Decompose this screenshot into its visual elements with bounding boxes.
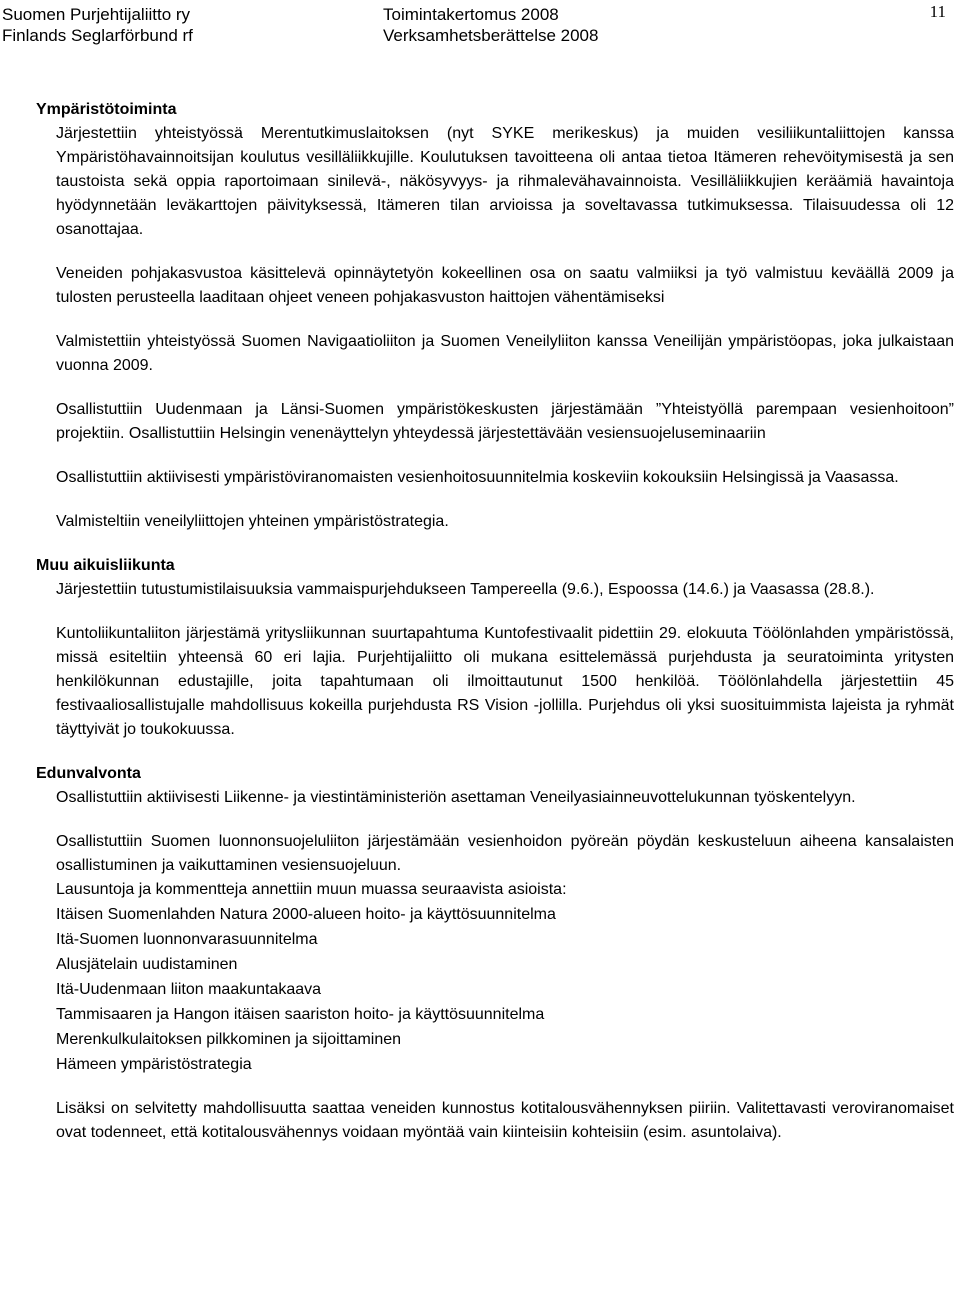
- paragraph: Valmisteltiin veneilyliittojen yhteinen ympäristöstrategia.: [56, 513, 449, 530]
- paragraph: Osallistuttiin Uudenmaan ja Länsi-Suomen ympäristökeskusten järjestämään ”Yhteistyöllä parempaan vesienhoitoon” projektiin. Osallistuttiin Helsingin venenäyttelyn yhteydessä järjestettävään vesiensuojeluseminaariin: [56, 401, 954, 442]
- paragraph: Osallistuttiin aktiivisesti ympäristöviranomaisten vesienhoitosuunnitelmia koskeviin kokouksiin Helsingissä ja Vaasassa.: [56, 469, 899, 486]
- paragraph: Osallistuttiin Suomen luonnonsuojeluliiton järjestämään vesienhoidon pyöreän pöydän keskusteluun aiheena kansalaisten osallistuminen ja vaikuttaminen vesiensuojeluun.: [56, 833, 954, 874]
- paragraph: Järjestettiin tutustumistilaisuuksia vammaispurjehdukseen Tampereella (9.6.), Espoossa (14.6.) ja Vaasassa (28.8.).: [56, 581, 875, 598]
- list-item: Alusjätelain uudistaminen: [56, 956, 238, 973]
- paragraph: Veneiden pohjakasvustoa käsittelevä opinnäytetyön kokeellinen osa on saatu valmiiksi ja työ valmistuu keväällä 2009 ja tulosten perusteella laaditaan ohjeet veneen pohjakasvuston haittojen vähentämiseksi: [56, 265, 954, 306]
- org-name-fi: Suomen Purjehtijaliitto ry: [2, 5, 191, 24]
- document-body: [36, 98, 954, 1145]
- list-intro: Lausuntoja ja kommentteja annettiin muun muassa seuraavista asioista:: [56, 881, 567, 898]
- list-item: Itäisen Suomenlahden Natura 2000-alueen hoito- ja käyttösuunnitelma: [56, 906, 556, 923]
- section-environment: [36, 98, 954, 534]
- list-item: Hämeen ympäristöstrategia: [56, 1056, 252, 1073]
- section-title: Muu aikuisliikunta: [36, 557, 175, 574]
- paragraph: Osallistuttiin aktiivisesti Liikenne- ja viestintäministeriön asettaman Veneilyasiainneuvottelukunnan työskentelyyn.: [56, 789, 856, 806]
- section-advocacy: [36, 762, 954, 1145]
- list-item: Merenkulkulaitoksen pilkkominen ja sijoittaminen: [56, 1031, 402, 1048]
- paragraph: Lisäksi on selvitetty mahdollisuutta saattaa veneiden kunnostus kotitalousvähennyksen piiriin. Valitettavasti veroviranomaiset ovat todenneet, että kotitalousvähennys voidaan myöntää vain kiinteisiin kohteisiin (esim. asuntolaiva).: [56, 1100, 954, 1141]
- list-item: Itä-Uudenmaan liiton maakuntakaava: [56, 981, 322, 998]
- list-item: Tammisaaren ja Hangon itäisen saariston hoito- ja käyttösuunnitelma: [56, 1006, 545, 1023]
- paragraph: Valmistettiin yhteistyössä Suomen Navigaatioliiton ja Suomen Veneilyliiton kanssa Veneilijän ympäristöopas, joka julkaistaan vuonna 2009.: [56, 333, 954, 374]
- section-title: Ympäristötoiminta: [36, 101, 177, 118]
- org-name-sv: Finlands Seglarförbund rf: [2, 26, 193, 45]
- list-item: Itä-Suomen luonnonvarasuunnitelma: [56, 931, 318, 948]
- page-number: 11: [929, 2, 946, 21]
- section-other-adult-sports: [36, 554, 954, 742]
- paragraph: Kuntoliikuntaliiton järjestämä yritysliikunnan suurtapahtuma Kuntofestivaalit pidettiin 29. elokuuta Töölönlahden ympäristössä, missä esiteltiin yhteensä 60 eri lajia. Purjehtijaliitto oli mukana esittelemässä purjehdusta ja seuratoiminta yritysten henkilökunnan edustajille, joita tapahtumaan oli ilmoittautunut 1500 henkilöä. Töölönlahdella järjestettiin 45 festivaaliosallistujalle mahdollisuus kokeilla purjehdusta RS Vision -jollilla. Purjehdus oli yksi suosituimmista lajeista ja ryhmät täyttyivät jo toukokuussa.: [56, 625, 954, 738]
- header-report-title: [383, 4, 598, 46]
- paragraph: Järjestettiin yhteistyössä Merentutkimuslaitoksen (nyt SYKE merikeskus) ja muiden vesiliikuntaliittojen kanssa Ympäristöhavainnoitsijan koulutus vesilläliikkujille. Koulutuksen tavoitteena oli antaa tietoa Itämeren rehevöitymisestä ja sen taustoista sekä oppia raportoimaan sinilevä-, näkösyvyys- ja rihmalevähavainnoista. Vesilläliikkujien keräämiä havaintoja hyödynnetään leväkarttojen päivityksessä, Itämeren tilan arvioissa ja soveltavassa tutkimuksessa. Tilaisuudessa oli 12 osanottajaa.: [56, 125, 954, 238]
- statement-list: [56, 902, 954, 1077]
- section-title: Edunvalvonta: [36, 765, 141, 782]
- report-title-sv: Verksamhetsberättelse 2008: [383, 26, 599, 45]
- report-title-fi: Toimintakertomus 2008: [383, 5, 559, 24]
- header-organization: [2, 4, 193, 46]
